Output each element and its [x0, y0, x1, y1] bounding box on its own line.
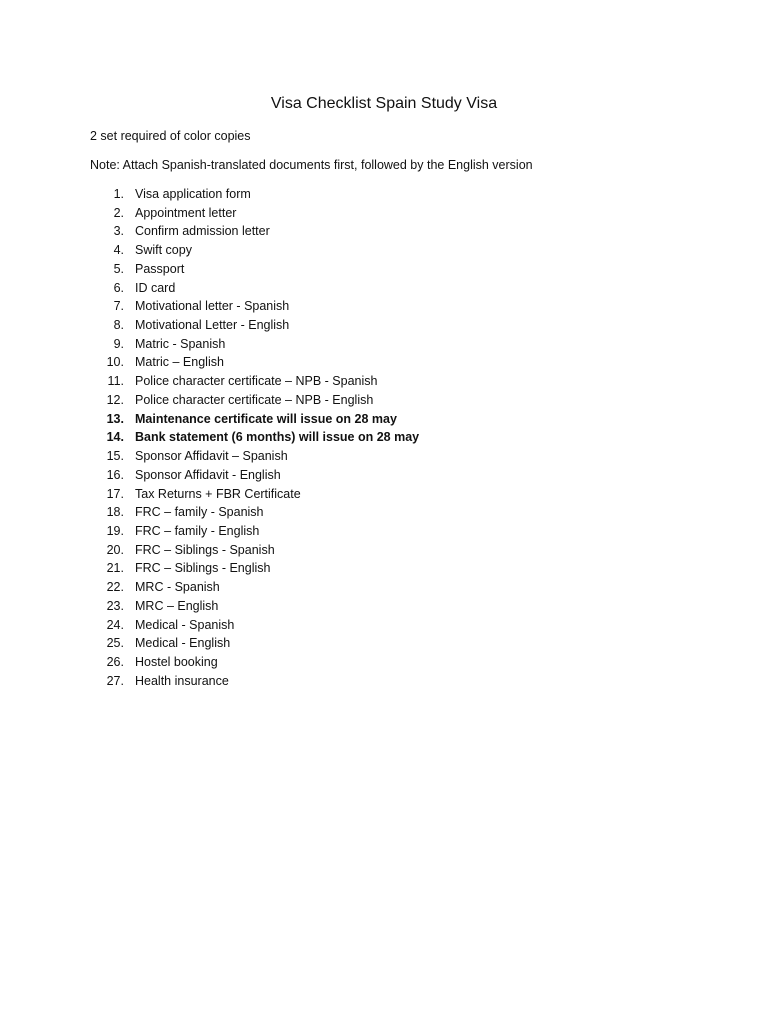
list-item-number: 16. [106, 467, 124, 482]
list-item-number: 26. [106, 654, 124, 669]
list-item [0, 204, 768, 223]
list-item-number: 13. [106, 411, 124, 426]
list-item-text: Bank statement (6 months) will issue on 28 may [135, 430, 420, 445]
list-item-text: Matric – English [135, 355, 224, 370]
list-item [0, 372, 768, 391]
list-item [0, 316, 768, 335]
list-item-number: 19. [106, 523, 124, 538]
list-item-number: 20. [106, 542, 124, 557]
document-title: Visa Checklist Spain Study Visa [270, 95, 498, 112]
list-item-number: 8. [113, 318, 124, 333]
list-item-text: Visa application form [135, 187, 251, 201]
list-item-number: 21. [106, 561, 124, 576]
list-item-text: ID card [135, 280, 176, 295]
list-item-number: 5. [113, 261, 124, 276]
list-item-text: Sponsor Affidavit – Spanish [135, 449, 288, 464]
list-item [0, 222, 768, 241]
list-item [0, 485, 768, 504]
list-item [0, 391, 768, 410]
list-item [0, 241, 768, 260]
list-item-text: Hostel booking [135, 654, 218, 669]
list-item-number: 15. [106, 449, 124, 464]
list-item-text: Sponsor Affidavit - English [135, 467, 281, 482]
list-item [0, 653, 768, 672]
list-item-number: 27. [106, 673, 124, 688]
translation-note: Note: Attach Spanish-translated documents first, followed by the English version [90, 158, 533, 172]
list-item [0, 297, 768, 316]
list-item-number: 1. [113, 187, 124, 201]
list-item [0, 597, 768, 616]
list-item [0, 541, 768, 560]
list-item [0, 279, 768, 298]
checklist [0, 185, 768, 690]
list-item-text: Medical - Spanish [135, 617, 235, 632]
list-item-text: Maintenance certificate will issue on 28 may [135, 411, 397, 426]
list-item [0, 559, 768, 578]
list-item-number: 14. [106, 430, 124, 445]
list-item-text: FRC – family - English [135, 523, 260, 538]
list-item [0, 522, 768, 541]
list-item [0, 353, 768, 372]
list-item-number: 17. [106, 486, 124, 501]
list-item-text: MRC – English [135, 598, 219, 613]
list-item-number: 18. [106, 505, 124, 520]
list-item [0, 578, 768, 597]
list-item-text: Police character certificate – NPB - English [135, 392, 374, 407]
list-item [0, 410, 768, 429]
list-item-text: Motivational Letter - English [135, 318, 290, 333]
list-item-number: 11. [107, 374, 124, 389]
list-item [0, 634, 768, 653]
list-item [0, 260, 768, 279]
copies-note: 2 set required of color copies [90, 129, 251, 143]
list-item-text: Medical - English [135, 636, 231, 651]
list-item-text: Confirm admission letter [135, 224, 270, 239]
list-item-text: Appointment letter [135, 205, 237, 220]
list-item-text: Passport [135, 261, 185, 276]
list-item-text: MRC - Spanish [135, 580, 220, 595]
list-item-text: Swift copy [135, 243, 192, 258]
list-item-number: 25. [106, 636, 124, 651]
list-item-text: Matric - Spanish [135, 336, 226, 351]
list-item-text: Police character certificate – NPB - Spanish [135, 374, 378, 389]
list-item-number: 7. [113, 299, 124, 314]
list-item-text: Tax Returns + FBR Certificate [135, 486, 301, 501]
list-item [0, 616, 768, 635]
list-item-number: 2. [113, 205, 124, 220]
list-item-number: 9. [113, 336, 124, 351]
list-item-number: 12. [106, 392, 124, 407]
list-item [0, 428, 768, 447]
list-item-number: 4. [113, 243, 124, 258]
list-item-number: 22. [106, 580, 124, 595]
list-item-text: Health insurance [135, 673, 229, 688]
list-item-text: Motivational letter - Spanish [135, 299, 290, 314]
list-item [0, 503, 768, 522]
list-item-number: 10. [106, 355, 124, 370]
list-item-text: FRC – family - Spanish [135, 505, 264, 520]
list-item-number: 3. [113, 224, 124, 239]
list-item [0, 447, 768, 466]
list-item [0, 672, 768, 691]
list-item-number: 6. [113, 280, 124, 295]
list-item-text: FRC – Siblings - English [135, 561, 271, 576]
list-item-text: FRC – Siblings - Spanish [135, 542, 275, 557]
list-item [0, 335, 768, 354]
list-item-number: 23. [106, 598, 124, 613]
list-item-number: 24. [106, 617, 124, 632]
list-item [0, 466, 768, 485]
list-item [0, 185, 768, 204]
